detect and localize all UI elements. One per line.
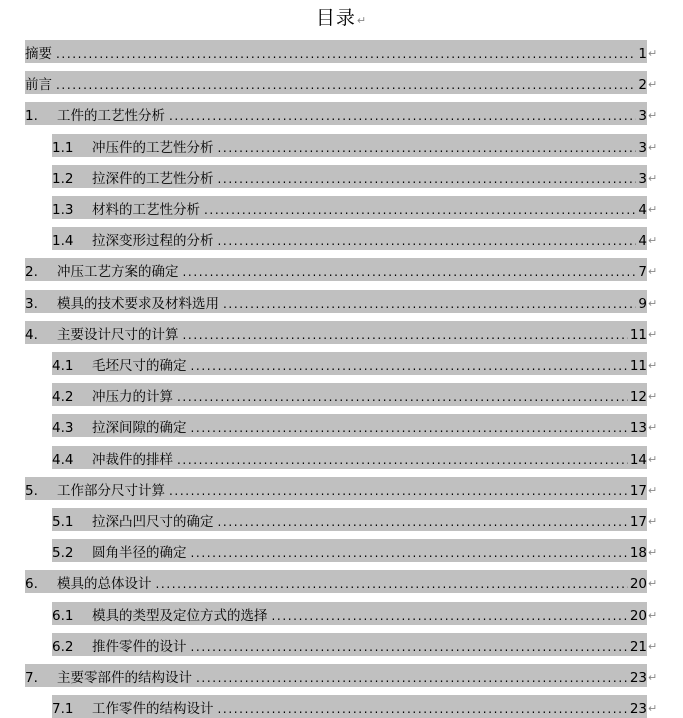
toc-entry-page: 18 bbox=[629, 545, 647, 562]
toc-entry-number: 1.4 bbox=[52, 233, 74, 250]
toc-entry-number: 1.2 bbox=[52, 170, 74, 187]
toc-entry[interactable] bbox=[52, 602, 658, 625]
toc-entry-number: 2. bbox=[25, 264, 38, 281]
toc-entry[interactable] bbox=[25, 258, 658, 281]
dot-leader bbox=[218, 140, 637, 157]
toc-entry-number: 4.4 bbox=[52, 451, 74, 468]
toc-entry[interactable] bbox=[52, 383, 658, 406]
dot-leader bbox=[191, 545, 628, 562]
toc-entry-page: 11 bbox=[629, 326, 647, 343]
dot-leader bbox=[218, 514, 628, 531]
toc-entry-title: 工件的工艺性分析 bbox=[57, 108, 165, 125]
toc-entry-title: 前言 bbox=[25, 77, 52, 94]
toc-entry-page: 14 bbox=[629, 451, 647, 468]
dot-leader bbox=[177, 452, 628, 469]
toc-entry-page: 17 bbox=[629, 482, 647, 499]
toc-entry-page: 9 bbox=[638, 295, 647, 312]
toc-entry-number: 6.1 bbox=[52, 607, 74, 624]
toc-entry-page: 11 bbox=[629, 358, 647, 374]
toc-entry-title: 工作部分尺寸计算 bbox=[57, 482, 165, 499]
dot-leader bbox=[218, 233, 637, 250]
dot-leader bbox=[183, 264, 637, 281]
toc-entry-title: 材料的工艺性分析 bbox=[92, 202, 200, 218]
toc-entry[interactable] bbox=[52, 446, 658, 469]
toc-entry-title: 冲压力的计算 bbox=[92, 389, 173, 406]
toc-entry-page: 23 bbox=[629, 670, 647, 686]
toc-entry[interactable] bbox=[52, 414, 658, 437]
dot-leader bbox=[169, 483, 628, 500]
toc-entry-page: 3 bbox=[638, 170, 647, 187]
toc-entry-number: 5.2 bbox=[52, 545, 74, 562]
toc-entry-page: 21 bbox=[629, 638, 647, 655]
dot-leader bbox=[223, 296, 636, 313]
toc-entry-page: 3 bbox=[638, 139, 647, 156]
paragraph-mark-icon: ↵ bbox=[648, 359, 658, 372]
paragraph-mark-icon: ↵ bbox=[648, 452, 658, 466]
toc-title-text: 目录 bbox=[315, 7, 356, 29]
dot-leader bbox=[191, 358, 628, 375]
toc-entry-number: 1. bbox=[25, 108, 38, 125]
toc-entry-page: 4 bbox=[638, 233, 647, 250]
toc-entry-title: 模具的类型及定位方式的选择 bbox=[92, 607, 268, 624]
toc-entry-title: 主要零部件的结构设计 bbox=[57, 670, 192, 686]
paragraph-mark-icon: ↵ bbox=[648, 327, 658, 341]
dot-leader bbox=[196, 670, 628, 687]
paragraph-mark-icon: ↵ bbox=[648, 608, 658, 622]
toc-entry[interactable] bbox=[25, 570, 658, 593]
paragraph-mark-icon: ↵ bbox=[648, 702, 658, 716]
toc-entry-number: 4.1 bbox=[52, 358, 74, 374]
toc-entry-title: 拉深变形过程的分析 bbox=[92, 233, 214, 250]
paragraph-mark-icon: ↵ bbox=[648, 234, 658, 248]
dot-leader bbox=[56, 46, 636, 63]
toc-entry-page: 13 bbox=[629, 420, 647, 437]
toc-entry-page: 17 bbox=[629, 514, 647, 530]
toc-entry[interactable] bbox=[25, 321, 658, 344]
toc-entry-title: 工作零件的结构设计 bbox=[92, 701, 214, 718]
toc-entry[interactable] bbox=[25, 664, 658, 687]
dot-leader bbox=[191, 639, 628, 656]
toc-entry[interactable] bbox=[52, 227, 658, 250]
paragraph-mark-icon: ↵ bbox=[648, 140, 658, 154]
paragraph-mark-icon: ↵ bbox=[648, 546, 658, 560]
toc-entry-title: 毛坯尺寸的确定 bbox=[92, 358, 187, 374]
toc-entry-number: 7.1 bbox=[52, 701, 74, 718]
paragraph-mark-icon: ↵ bbox=[648, 639, 658, 653]
toc-entry-number: 6. bbox=[25, 576, 38, 593]
toc-entry-title: 冲裁件的排样 bbox=[92, 451, 173, 468]
toc-entry-number: 6.2 bbox=[52, 638, 74, 655]
toc-entry[interactable] bbox=[52, 196, 658, 219]
toc-entry-title: 冲压工艺方案的确定 bbox=[57, 264, 179, 281]
toc-entry[interactable] bbox=[52, 633, 658, 656]
toc-entry-page: 3 bbox=[638, 108, 647, 125]
toc-entry-page: 2 bbox=[638, 77, 647, 94]
toc-entry[interactable] bbox=[52, 695, 658, 718]
toc-entry-title: 摘要 bbox=[25, 46, 52, 62]
dot-leader bbox=[191, 420, 628, 437]
toc-entry-page: 1 bbox=[638, 46, 647, 62]
toc-entry-number: 4.3 bbox=[52, 420, 74, 437]
paragraph-mark-icon: ↵ bbox=[648, 78, 658, 92]
toc-entry[interactable] bbox=[25, 477, 658, 500]
toc-entry-title: 推件零件的设计 bbox=[92, 638, 187, 655]
paragraph-mark-icon: ↵ bbox=[356, 14, 368, 27]
dot-leader bbox=[56, 77, 636, 94]
toc-entry[interactable] bbox=[25, 290, 658, 313]
toc-entry-number: 4. bbox=[25, 326, 38, 343]
toc-entry[interactable] bbox=[52, 134, 658, 157]
toc-entry[interactable] bbox=[25, 71, 658, 94]
toc-entry[interactable] bbox=[25, 40, 658, 63]
toc-entry-number: 5. bbox=[25, 482, 38, 499]
toc-entry-page: 23 bbox=[629, 701, 647, 718]
toc-entry-title: 拉深间隙的确定 bbox=[92, 420, 187, 437]
toc-entry-number: 3. bbox=[25, 295, 38, 312]
paragraph-mark-icon: ↵ bbox=[648, 577, 658, 591]
paragraph-mark-icon: ↵ bbox=[648, 515, 658, 528]
paragraph-mark-icon: ↵ bbox=[648, 203, 658, 216]
toc-entry-page: 20 bbox=[629, 607, 647, 624]
dot-leader bbox=[177, 389, 628, 406]
toc-entry-number: 1.1 bbox=[52, 139, 74, 156]
toc-entry[interactable] bbox=[52, 352, 658, 375]
paragraph-mark-icon: ↵ bbox=[648, 671, 658, 684]
toc-entry-number: 5.1 bbox=[52, 514, 74, 530]
toc-entry-page: 12 bbox=[629, 389, 647, 406]
toc-entry-page: 7 bbox=[638, 264, 647, 281]
toc-entry[interactable] bbox=[52, 165, 658, 188]
paragraph-mark-icon: ↵ bbox=[648, 296, 658, 310]
dot-leader bbox=[272, 608, 628, 625]
toc-entry-title: 模具的技术要求及材料选用 bbox=[57, 295, 219, 312]
dot-leader bbox=[218, 701, 628, 718]
paragraph-mark-icon: ↵ bbox=[648, 390, 658, 404]
paragraph-mark-icon: ↵ bbox=[648, 47, 658, 60]
toc-entry-page: 20 bbox=[629, 576, 647, 593]
paragraph-mark-icon: ↵ bbox=[648, 265, 658, 279]
toc-entry-page: 4 bbox=[638, 202, 647, 218]
dot-leader bbox=[183, 327, 628, 344]
paragraph-mark-icon: ↵ bbox=[648, 483, 658, 497]
toc-entry[interactable] bbox=[52, 539, 658, 562]
toc-entry[interactable] bbox=[25, 102, 658, 125]
dot-leader bbox=[204, 202, 636, 219]
toc-entry-number: 1.3 bbox=[52, 202, 74, 218]
paragraph-mark-icon: ↵ bbox=[648, 109, 658, 123]
toc-entry-title: 模具的总体设计 bbox=[57, 576, 152, 593]
toc-entry-number: 4.2 bbox=[52, 389, 74, 406]
toc-entry-title: 主要设计尺寸的计算 bbox=[57, 326, 179, 343]
toc-entry-title: 拉深件的工艺性分析 bbox=[92, 170, 214, 187]
toc-entry-title: 拉深凸凹尺寸的确定 bbox=[92, 514, 214, 530]
toc-entry[interactable] bbox=[52, 508, 658, 531]
dot-leader bbox=[218, 171, 637, 188]
paragraph-mark-icon: ↵ bbox=[648, 421, 658, 435]
dot-leader bbox=[156, 576, 628, 593]
toc-entry-title: 冲压件的工艺性分析 bbox=[92, 139, 214, 156]
paragraph-mark-icon: ↵ bbox=[648, 171, 658, 185]
toc-entry-number: 7. bbox=[25, 670, 38, 686]
dot-leader bbox=[169, 108, 636, 125]
toc-entry-title: 圆角半径的确定 bbox=[92, 545, 187, 562]
